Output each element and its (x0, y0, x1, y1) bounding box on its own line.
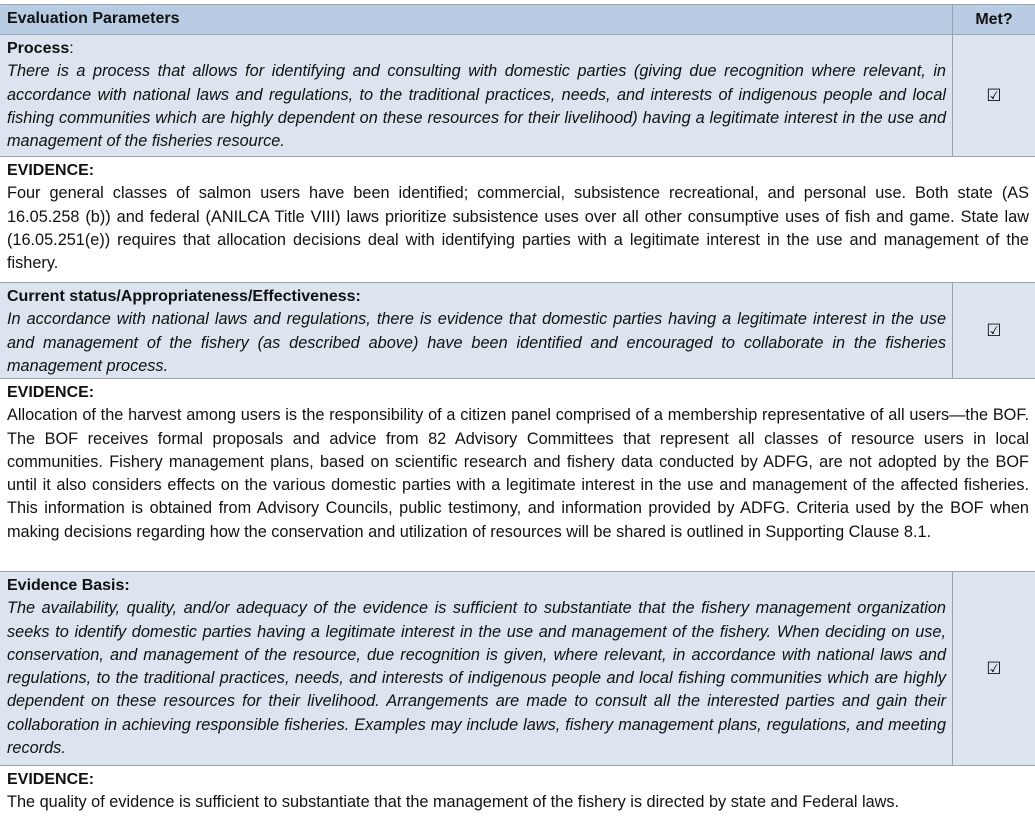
process-text: There is a process that allows for identifying and consulting with domestic parties (giving due recognition where relevant, in accordance with national laws and regulations, to the traditional practices, needs, and interests of indigenous people and local fishing communities which are highly dependent on these resources for their livelihood) having a legitimate interest in the use and management of the fisheries resource. (7, 62, 946, 151)
current-status-text: In accordance with national laws and regulations, there is evidence that domestic parties having a legitimate interest in the use and management of the fishery (as described above) have been identified and encouraged to collaborate in the fisheries management process. (7, 310, 946, 375)
process-label-text: Process (7, 40, 70, 57)
header-evaluation-parameters: Evaluation Parameters (0, 5, 953, 34)
evidence-basis-met-cell (953, 572, 1035, 765)
evidence-cell-2 (0, 379, 1035, 571)
evidence-row-3 (0, 766, 1035, 817)
evidence-basis-cell (0, 572, 953, 765)
evidence-row-2 (0, 379, 1035, 572)
table-header-row (0, 4, 1035, 35)
evidence-text-1: Four general classes of salmon users have been identified; commercial, subsistence recreational, and personal use. Both state (AS 16.05.258 (b)) and federal (ANILCA Title VIII) laws prioritize subsistence uses over all other consumptive uses of fish and game. State law (16.05.251(e)) requires that allocation decisions deal with identifying parties with a legitimate interest in the use and management of the fishery. (7, 184, 1029, 273)
process-label (7, 37, 946, 60)
evidence-label-1: EVIDENCE: (7, 162, 95, 179)
current-status-met-cell (953, 283, 1035, 378)
evidence-row-1 (0, 157, 1035, 283)
current-status-row (0, 283, 1035, 379)
evidence-label-3: EVIDENCE: (7, 771, 95, 788)
checked-box-icon: ☑ (986, 320, 1002, 341)
evidence-text-3: The quality of evidence is sufficient to substantiate that the management of the fishery is directed by state and Federal laws. (7, 793, 900, 812)
evidence-cell-3 (0, 766, 1035, 817)
evidence-label-2: EVIDENCE: (7, 384, 95, 401)
process-label-colon: : (69, 40, 74, 57)
header-met: Met? (975, 10, 1013, 28)
evidence-cell-1 (0, 157, 1035, 282)
evidence-basis-text: The availability, quality, and/or adequacy of the evidence is sufficient to substantiate that the fishery management organization seeks to identify domestic parties having a legitimate interest in the use and management of the fishery. When deciding on use, conservation, and management of the resource, due recognition is given, where relevant, in accordance with national laws and regulations, to the traditional practices, needs, and interests of indigenous people and local fishing communities which are highly dependent on these resources for their livelihood. Arrangements are made to consult all the interested parties and gain their collaboration in achieving responsible fisheries. Examples may include laws, fishery management plans, regulations, and meeting records. (7, 599, 946, 758)
current-status-cell (0, 283, 953, 378)
current-status-label: Current status/Appropriateness/Effectiveness: (7, 288, 361, 305)
process-cell (0, 35, 953, 156)
evidence-text-2: Allocation of the harvest among users is the responsibility of a citizen panel comprised of a membership representative of all users—the BOF. The BOF receives formal proposals and advice from 82 Advisory Committees that represent all classes of resource users in local communities. Fishery management plans, based on scientific research and fishery data conducted by ADFG, are not adopted by the BOF until it also considers effects on the various domestic parties with a legitimate interest in the use and management of the affected fisheries. This information is obtained from Advisory Councils, public testimony, and information provided by ADFG. Criteria used by the BOF when making decisions regarding how the conservation and utilization of resources will be shared is outlined in Supporting Clause 8.1. (7, 406, 1029, 541)
process-row (0, 35, 1035, 157)
checked-box-icon: ☑ (986, 658, 1002, 679)
process-met-cell (953, 35, 1035, 156)
evidence-basis-row (0, 572, 1035, 766)
evidence-basis-label: Evidence Basis: (7, 577, 130, 594)
checked-box-icon: ☑ (986, 85, 1002, 106)
